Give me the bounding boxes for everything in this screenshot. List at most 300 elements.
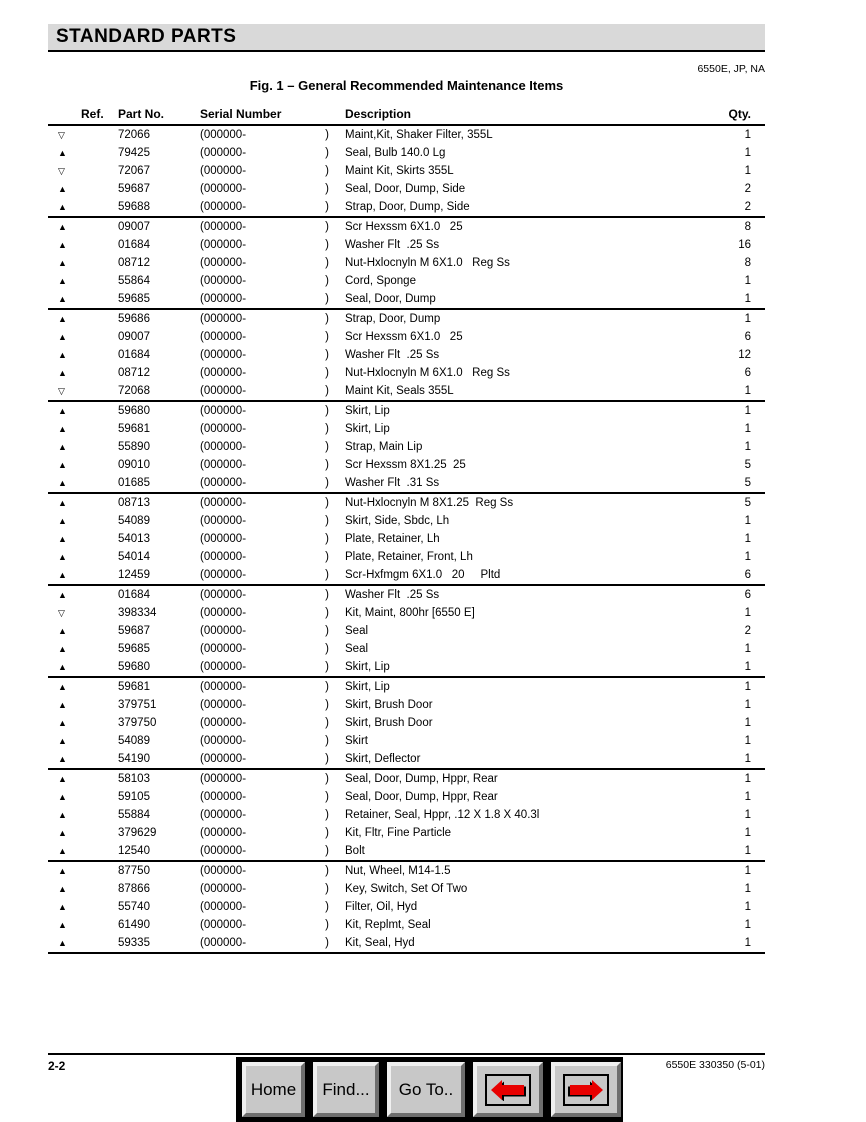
serial-number <box>200 459 345 471</box>
quantity: 16 <box>738 239 751 251</box>
part-description: Bolt <box>345 845 365 857</box>
quantity: 1 <box>744 919 751 931</box>
serial-number <box>200 827 345 839</box>
part-description: Maint,Kit, Shaker Filter, 355L <box>345 129 493 141</box>
table-group <box>48 586 765 678</box>
ref-triangle-icon: ▲ <box>58 845 67 856</box>
part-description: Skirt, Brush Door <box>345 717 433 729</box>
ref-triangle-icon: ▲ <box>58 497 67 508</box>
part-description: Nut-Hxlocnyln M 6X1.0 Reg Ss <box>345 257 510 269</box>
serial-close: ) <box>325 865 329 877</box>
part-number: 54089 <box>118 515 150 527</box>
serial-close: ) <box>325 661 329 673</box>
home-button-label: Home <box>250 1079 297 1099</box>
ref-triangle-icon: ▲ <box>58 753 67 764</box>
ref-triangle-icon: ▲ <box>58 293 67 304</box>
serial-number <box>200 441 345 453</box>
part-number: 08712 <box>118 257 150 269</box>
ref-triangle-icon: ▲ <box>58 313 67 324</box>
serial-open: (000000- <box>200 293 247 305</box>
table-row <box>48 658 765 676</box>
ref-triangle-icon: ▲ <box>58 773 67 784</box>
part-number: 09007 <box>118 221 150 233</box>
part-number: 59686 <box>118 313 150 325</box>
part-description: Scr-Hxfmgm 6X1.0 20 Pltd <box>345 569 501 581</box>
serial-close: ) <box>325 497 329 509</box>
part-description: Seal, Door, Dump, Hppr, Rear <box>345 791 498 803</box>
part-description: Skirt, Brush Door <box>345 699 433 711</box>
serial-close: ) <box>325 331 329 343</box>
serial-close: ) <box>325 589 329 601</box>
part-description: Maint Kit, Skirts 355L <box>345 165 454 177</box>
table-row <box>48 842 765 860</box>
serial-open: (000000- <box>200 515 247 527</box>
part-number: 398334 <box>118 607 157 619</box>
parts-table <box>48 106 765 954</box>
table-row <box>48 382 765 400</box>
serial-number <box>200 661 345 673</box>
serial-number <box>200 919 345 931</box>
left-arrow-icon <box>485 1074 531 1106</box>
serial-close: ) <box>325 845 329 857</box>
ref-triangle-icon: ▽ <box>58 129 65 140</box>
table-group <box>48 310 765 402</box>
serial-open: (000000- <box>200 919 247 931</box>
serial-open: (000000- <box>200 423 247 435</box>
serial-number <box>200 275 345 287</box>
part-description: Seal, Door, Dump <box>345 293 436 305</box>
serial-open: (000000- <box>200 773 247 785</box>
serial-open: (000000- <box>200 497 247 509</box>
serial-close: ) <box>325 827 329 839</box>
serial-number <box>200 791 345 803</box>
part-number: 72067 <box>118 165 150 177</box>
serial-close: ) <box>325 625 329 637</box>
quantity: 1 <box>744 313 751 325</box>
part-number: 87750 <box>118 865 150 877</box>
part-number: 54014 <box>118 551 150 563</box>
table-row <box>48 916 765 934</box>
quantity: 1 <box>744 515 751 527</box>
table-row <box>48 512 765 530</box>
serial-open: (000000- <box>200 257 247 269</box>
ref-triangle-icon: ▲ <box>58 827 67 838</box>
serial-number <box>200 423 345 435</box>
part-number: 08712 <box>118 367 150 379</box>
table-row <box>48 548 765 566</box>
table-row <box>48 456 765 474</box>
serial-close: ) <box>325 201 329 213</box>
col-header-qty: Qty. <box>728 107 751 121</box>
quantity: 5 <box>744 459 751 471</box>
table-row <box>48 180 765 198</box>
quantity: 1 <box>744 441 751 453</box>
serial-number <box>200 901 345 913</box>
quantity: 1 <box>744 901 751 913</box>
serial-open: (000000- <box>200 221 247 233</box>
part-description: Seal, Bulb 140.0 Lg <box>345 147 446 159</box>
quantity: 1 <box>744 773 751 785</box>
serial-open: (000000- <box>200 661 247 673</box>
serial-number <box>200 349 345 361</box>
serial-close: ) <box>325 367 329 379</box>
part-description: Skirt, Lip <box>345 423 390 435</box>
quantity: 8 <box>744 257 751 269</box>
ref-triangle-icon: ▲ <box>58 221 67 232</box>
ref-triangle-icon: ▲ <box>58 239 67 250</box>
table-row <box>48 198 765 216</box>
part-number: 01685 <box>118 477 150 489</box>
ref-triangle-icon: ▲ <box>58 919 67 930</box>
part-number: 59335 <box>118 937 150 949</box>
serial-number <box>200 385 345 397</box>
serial-close: ) <box>325 239 329 251</box>
ref-triangle-icon: ▲ <box>58 201 67 212</box>
serial-number <box>200 257 345 269</box>
ref-triangle-icon: ▲ <box>58 883 67 894</box>
right-arrow-icon <box>563 1074 609 1106</box>
serial-open: (000000- <box>200 791 247 803</box>
page-content <box>48 24 765 954</box>
table-row <box>48 934 765 952</box>
ref-triangle-icon: ▲ <box>58 477 67 488</box>
serial-open: (000000- <box>200 865 247 877</box>
serial-open: (000000- <box>200 165 247 177</box>
quantity: 6 <box>744 589 751 601</box>
table-row <box>48 880 765 898</box>
serial-number <box>200 643 345 655</box>
part-description: Nut-Hxlocnyln M 8X1.25 Reg Ss <box>345 497 514 509</box>
part-number: 01684 <box>118 239 150 251</box>
table-group <box>48 862 765 954</box>
quantity: 6 <box>744 331 751 343</box>
find-button[interactable] <box>313 1062 379 1117</box>
serial-close: ) <box>325 681 329 693</box>
ref-triangle-icon: ▲ <box>58 257 67 268</box>
table-group <box>48 770 765 862</box>
serial-close: ) <box>325 753 329 765</box>
table-row <box>48 788 765 806</box>
table-row <box>48 290 765 308</box>
serial-open: (000000- <box>200 551 247 563</box>
part-description: Kit, Seal, Hyd <box>345 937 415 949</box>
quantity: 1 <box>744 883 751 895</box>
part-number: 09010 <box>118 459 150 471</box>
navigation-toolbar <box>236 1057 623 1122</box>
part-description: Seal, Door, Dump, Hppr, Rear <box>345 773 498 785</box>
table-group <box>48 494 765 586</box>
part-number: 61490 <box>118 919 150 931</box>
part-number: 379750 <box>118 717 157 729</box>
part-number: 12459 <box>118 569 150 581</box>
serial-number <box>200 717 345 729</box>
part-description: Strap, Main Lip <box>345 441 423 453</box>
table-row <box>48 254 765 272</box>
part-number: 59687 <box>118 183 150 195</box>
serial-close: ) <box>325 349 329 361</box>
quantity: 1 <box>744 275 751 287</box>
part-number: 59688 <box>118 201 150 213</box>
serial-open: (000000- <box>200 349 247 361</box>
ref-triangle-icon: ▲ <box>58 275 67 286</box>
serial-number <box>200 681 345 693</box>
serial-number <box>200 883 345 895</box>
serial-number <box>200 735 345 747</box>
serial-open: (000000- <box>200 147 247 159</box>
table-row <box>48 898 765 916</box>
part-description: Scr Hexssm 8X1.25 25 <box>345 459 466 471</box>
serial-close: ) <box>325 129 329 141</box>
serial-number <box>200 589 345 601</box>
serial-open: (000000- <box>200 827 247 839</box>
part-description: Plate, Retainer, Front, Lh <box>345 551 473 563</box>
quantity: 1 <box>744 681 751 693</box>
part-description: Nut-Hxlocnyln M 6X1.0 Reg Ss <box>345 367 510 379</box>
serial-number <box>200 147 345 159</box>
serial-number <box>200 773 345 785</box>
serial-open: (000000- <box>200 183 247 195</box>
table-row <box>48 328 765 346</box>
serial-close: ) <box>325 515 329 527</box>
part-description: Strap, Door, Dump <box>345 313 441 325</box>
serial-number <box>200 607 345 619</box>
serial-number <box>200 809 345 821</box>
serial-close: ) <box>325 551 329 563</box>
serial-close: ) <box>325 477 329 489</box>
quantity: 1 <box>744 293 751 305</box>
part-number: 72068 <box>118 385 150 397</box>
ref-triangle-icon: ▲ <box>58 147 67 158</box>
table-row <box>48 144 765 162</box>
ref-triangle-icon: ▲ <box>58 405 67 416</box>
serial-number <box>200 937 345 949</box>
quantity: 5 <box>744 497 751 509</box>
ref-triangle-icon: ▲ <box>58 661 67 672</box>
quantity: 12 <box>738 349 751 361</box>
model-code: 6550E, JP, NA <box>697 63 765 75</box>
serial-close: ) <box>325 919 329 931</box>
serial-number <box>200 331 345 343</box>
serial-number <box>200 515 345 527</box>
quantity: 1 <box>744 827 751 839</box>
part-number: 54190 <box>118 753 150 765</box>
quantity: 6 <box>744 367 751 379</box>
ref-triangle-icon: ▲ <box>58 569 67 580</box>
part-description: Seal <box>345 625 369 637</box>
quantity: 5 <box>744 477 751 489</box>
serial-open: (000000- <box>200 883 247 895</box>
serial-open: (000000- <box>200 589 247 601</box>
table-row <box>48 640 765 658</box>
serial-number <box>200 183 345 195</box>
part-description: Kit, Fltr, Fine Particle <box>345 827 452 839</box>
quantity: 1 <box>744 809 751 821</box>
goto-button[interactable] <box>387 1062 465 1117</box>
quantity: 1 <box>744 661 751 673</box>
ref-triangle-icon: ▲ <box>58 901 67 912</box>
part-number: 59680 <box>118 405 150 417</box>
serial-open: (000000- <box>200 569 247 581</box>
quantity: 1 <box>744 937 751 949</box>
ref-triangle-icon: ▲ <box>58 699 67 710</box>
serial-close: ) <box>325 165 329 177</box>
ref-triangle-icon: ▲ <box>58 367 67 378</box>
section-title: STANDARD PARTS <box>56 26 237 47</box>
serial-open: (000000- <box>200 331 247 343</box>
part-number: 01684 <box>118 589 150 601</box>
table-body <box>48 126 765 954</box>
col-header-description: Description <box>345 107 412 121</box>
serial-close: ) <box>325 735 329 747</box>
quantity: 1 <box>744 717 751 729</box>
serial-open: (000000- <box>200 735 247 747</box>
serial-close: ) <box>325 569 329 581</box>
ref-triangle-icon: ▲ <box>58 735 67 746</box>
serial-open: (000000- <box>200 441 247 453</box>
home-button[interactable] <box>242 1062 305 1117</box>
table-row <box>48 714 765 732</box>
table-row <box>48 696 765 714</box>
serial-close: ) <box>325 183 329 195</box>
quantity: 1 <box>744 385 751 397</box>
serial-close: ) <box>325 275 329 287</box>
previous-page-button[interactable] <box>473 1062 543 1117</box>
part-description: Skirt, Lip <box>345 405 390 417</box>
quantity: 1 <box>744 865 751 877</box>
table-row <box>48 272 765 290</box>
serial-number <box>200 239 345 251</box>
serial-open: (000000- <box>200 367 247 379</box>
quantity: 1 <box>744 165 751 177</box>
part-number: 55740 <box>118 901 150 913</box>
part-number: 87866 <box>118 883 150 895</box>
part-description: Retainer, Seal, Hppr, .12 X 1.8 X 40.3l <box>345 809 540 821</box>
part-number: 59685 <box>118 643 150 655</box>
ref-triangle-icon: ▲ <box>58 625 67 636</box>
serial-close: ) <box>325 147 329 159</box>
serial-close: ) <box>325 809 329 821</box>
part-description: Washer Flt .25 Ss <box>345 589 440 601</box>
table-row <box>48 346 765 364</box>
serial-open: (000000- <box>200 699 247 711</box>
table-row <box>48 732 765 750</box>
ref-triangle-icon: ▲ <box>58 533 67 544</box>
table-group <box>48 678 765 770</box>
table-row <box>48 402 765 420</box>
serial-number <box>200 551 345 563</box>
part-number: 12540 <box>118 845 150 857</box>
part-number: 54013 <box>118 533 150 545</box>
serial-close: ) <box>325 901 329 913</box>
part-description: Cord, Sponge <box>345 275 416 287</box>
table-row <box>48 236 765 254</box>
quantity: 1 <box>744 129 751 141</box>
part-number: 55890 <box>118 441 150 453</box>
part-description: Washer Flt .31 Ss <box>345 477 440 489</box>
serial-number <box>200 497 345 509</box>
serial-close: ) <box>325 533 329 545</box>
part-number: 59681 <box>118 681 150 693</box>
serial-close: ) <box>325 607 329 619</box>
part-description: Maint Kit, Seals 355L <box>345 385 454 397</box>
part-description: Strap, Door, Dump, Side <box>345 201 470 213</box>
serial-open: (000000- <box>200 717 247 729</box>
serial-open: (000000- <box>200 845 247 857</box>
quantity: 1 <box>744 423 751 435</box>
table-row <box>48 622 765 640</box>
table-row <box>48 420 765 438</box>
serial-number <box>200 569 345 581</box>
part-number: 09007 <box>118 331 150 343</box>
part-description: Seal <box>345 643 369 655</box>
part-description: Kit, Maint, 800hr [6550 E] <box>345 607 475 619</box>
part-number: 54089 <box>118 735 150 747</box>
serial-close: ) <box>325 385 329 397</box>
serial-number <box>200 313 345 325</box>
table-row <box>48 862 765 880</box>
quantity: 1 <box>744 753 751 765</box>
serial-close: ) <box>325 257 329 269</box>
serial-open: (000000- <box>200 681 247 693</box>
document-code: 6550E 330350 (5-01) <box>665 1059 765 1071</box>
ref-triangle-icon: ▲ <box>58 349 67 360</box>
part-number: 08713 <box>118 497 150 509</box>
table-row <box>48 566 765 584</box>
serial-number <box>200 533 345 545</box>
serial-close: ) <box>325 883 329 895</box>
serial-close: ) <box>325 313 329 325</box>
serial-number <box>200 405 345 417</box>
quantity: 1 <box>744 735 751 747</box>
serial-close: ) <box>325 221 329 233</box>
part-description: Kit, Replmt, Seal <box>345 919 431 931</box>
serial-number <box>200 367 345 379</box>
part-description: Skirt, Side, Sbdc, Lh <box>345 515 450 527</box>
ref-triangle-icon: ▲ <box>58 183 67 194</box>
table-group <box>48 218 765 310</box>
table-row <box>48 604 765 622</box>
serial-open: (000000- <box>200 239 247 251</box>
serial-open: (000000- <box>200 313 247 325</box>
ref-triangle-icon: ▲ <box>58 937 67 948</box>
section-header-bar <box>48 24 765 52</box>
ref-triangle-icon: ▲ <box>58 865 67 876</box>
quantity: 1 <box>744 791 751 803</box>
serial-number <box>200 129 345 141</box>
ref-triangle-icon: ▲ <box>58 551 67 562</box>
part-description: Skirt, Lip <box>345 681 390 693</box>
ref-triangle-icon: ▲ <box>58 515 67 526</box>
ref-triangle-icon: ▲ <box>58 589 67 600</box>
ref-triangle-icon: ▲ <box>58 809 67 820</box>
part-number: 379751 <box>118 699 157 711</box>
serial-open: (000000- <box>200 937 247 949</box>
col-header-ref: Ref. <box>81 107 104 121</box>
ref-triangle-icon: ▲ <box>58 681 67 692</box>
table-row <box>48 770 765 788</box>
serial-close: ) <box>325 773 329 785</box>
serial-number <box>200 201 345 213</box>
serial-close: ) <box>325 405 329 417</box>
next-page-button[interactable] <box>551 1062 621 1117</box>
part-description: Skirt <box>345 735 368 747</box>
page-number: 2-2 <box>48 1059 66 1073</box>
serial-number <box>200 221 345 233</box>
serial-open: (000000- <box>200 275 247 287</box>
serial-open: (000000- <box>200 405 247 417</box>
ref-triangle-icon: ▲ <box>58 643 67 654</box>
quantity: 1 <box>744 551 751 563</box>
